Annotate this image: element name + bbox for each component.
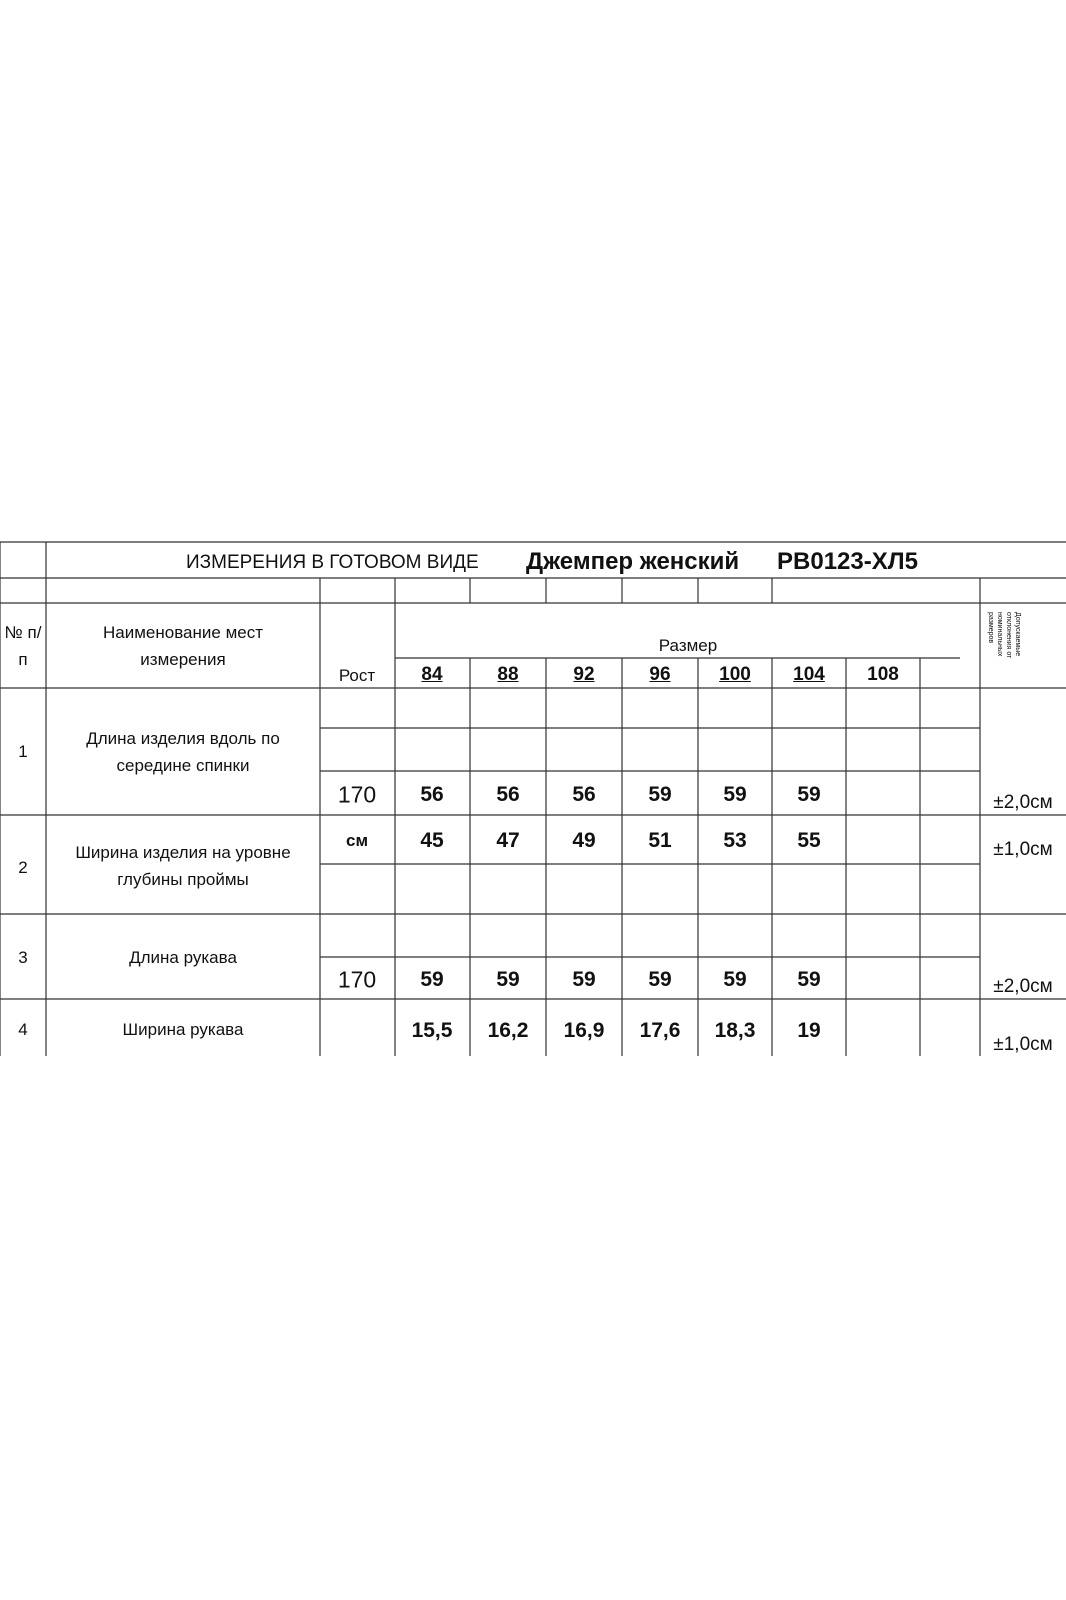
- row-unit: см: [345, 831, 369, 850]
- size-value: 18,3: [714, 1019, 756, 1042]
- article-code: РВ0123-ХЛ5: [777, 548, 918, 575]
- tolerance-value: ±1,0см: [993, 839, 1053, 860]
- size-header: 88: [497, 664, 519, 685]
- size-value: 53: [723, 829, 747, 852]
- size-header: 104: [793, 664, 825, 685]
- col-header-tolerance: Допускаемые отклонения от номинальных размеров: [987, 612, 1021, 659]
- size-value: 59: [496, 968, 520, 991]
- size-value: 16,9: [563, 1019, 605, 1042]
- size-value: 17,6: [639, 1019, 681, 1042]
- row-number: 1: [18, 742, 28, 761]
- size-value: 45: [420, 829, 444, 852]
- size-value: 47: [496, 829, 520, 852]
- size-header: 84: [421, 664, 443, 685]
- size-value: 19: [797, 1019, 821, 1042]
- size-header: 108: [867, 664, 899, 685]
- row-number: 4: [18, 1020, 28, 1039]
- sheet-caption: ИЗМЕРЕНИЯ В ГОТОВОМ ВИДЕ: [186, 552, 479, 573]
- col-header-rost: Рост: [338, 666, 376, 685]
- size-value: 59: [648, 783, 672, 806]
- row-name: Ширина рукава: [122, 1020, 244, 1039]
- size-value: 59: [723, 968, 747, 991]
- size-header: 96: [649, 664, 671, 685]
- size-value: 15,5: [411, 1019, 453, 1042]
- size-value: 59: [648, 968, 672, 991]
- size-value: 59: [797, 968, 821, 991]
- size-value: 59: [420, 968, 444, 991]
- size-value: 51: [648, 829, 672, 852]
- row-rost: 170: [337, 781, 377, 808]
- size-value: 16,2: [487, 1019, 529, 1042]
- row-name: Ширина изделия на уровне глубины проймы: [75, 843, 291, 889]
- product-name: Джемпер женский: [526, 548, 740, 575]
- size-value: 59: [572, 968, 596, 991]
- tolerance-value: ±1,0см: [993, 1034, 1053, 1055]
- size-value: 56: [420, 783, 444, 806]
- size-header: 100: [719, 664, 751, 685]
- col-header-number: № п/п: [4, 623, 42, 669]
- row-name: Длина изделия вдоль по середине спинки: [86, 729, 280, 775]
- size-header: 92: [573, 664, 595, 685]
- size-value: 56: [496, 783, 520, 806]
- size-value: 55: [797, 829, 821, 852]
- size-value: 59: [723, 783, 747, 806]
- tolerance-value: ±2,0см: [993, 792, 1053, 813]
- row-name: Длина рукава: [129, 948, 237, 967]
- row-number: 3: [18, 948, 28, 967]
- col-header-name: Наименование мест измерения: [103, 623, 263, 669]
- row-rost: 170: [337, 966, 377, 993]
- size-value: 56: [572, 783, 596, 806]
- size-value: 49: [572, 829, 596, 852]
- tolerance-value: ±2,0см: [993, 976, 1053, 997]
- col-header-size-group: Размер: [658, 636, 718, 655]
- size-value: 59: [797, 783, 821, 806]
- row-number: 2: [18, 858, 28, 877]
